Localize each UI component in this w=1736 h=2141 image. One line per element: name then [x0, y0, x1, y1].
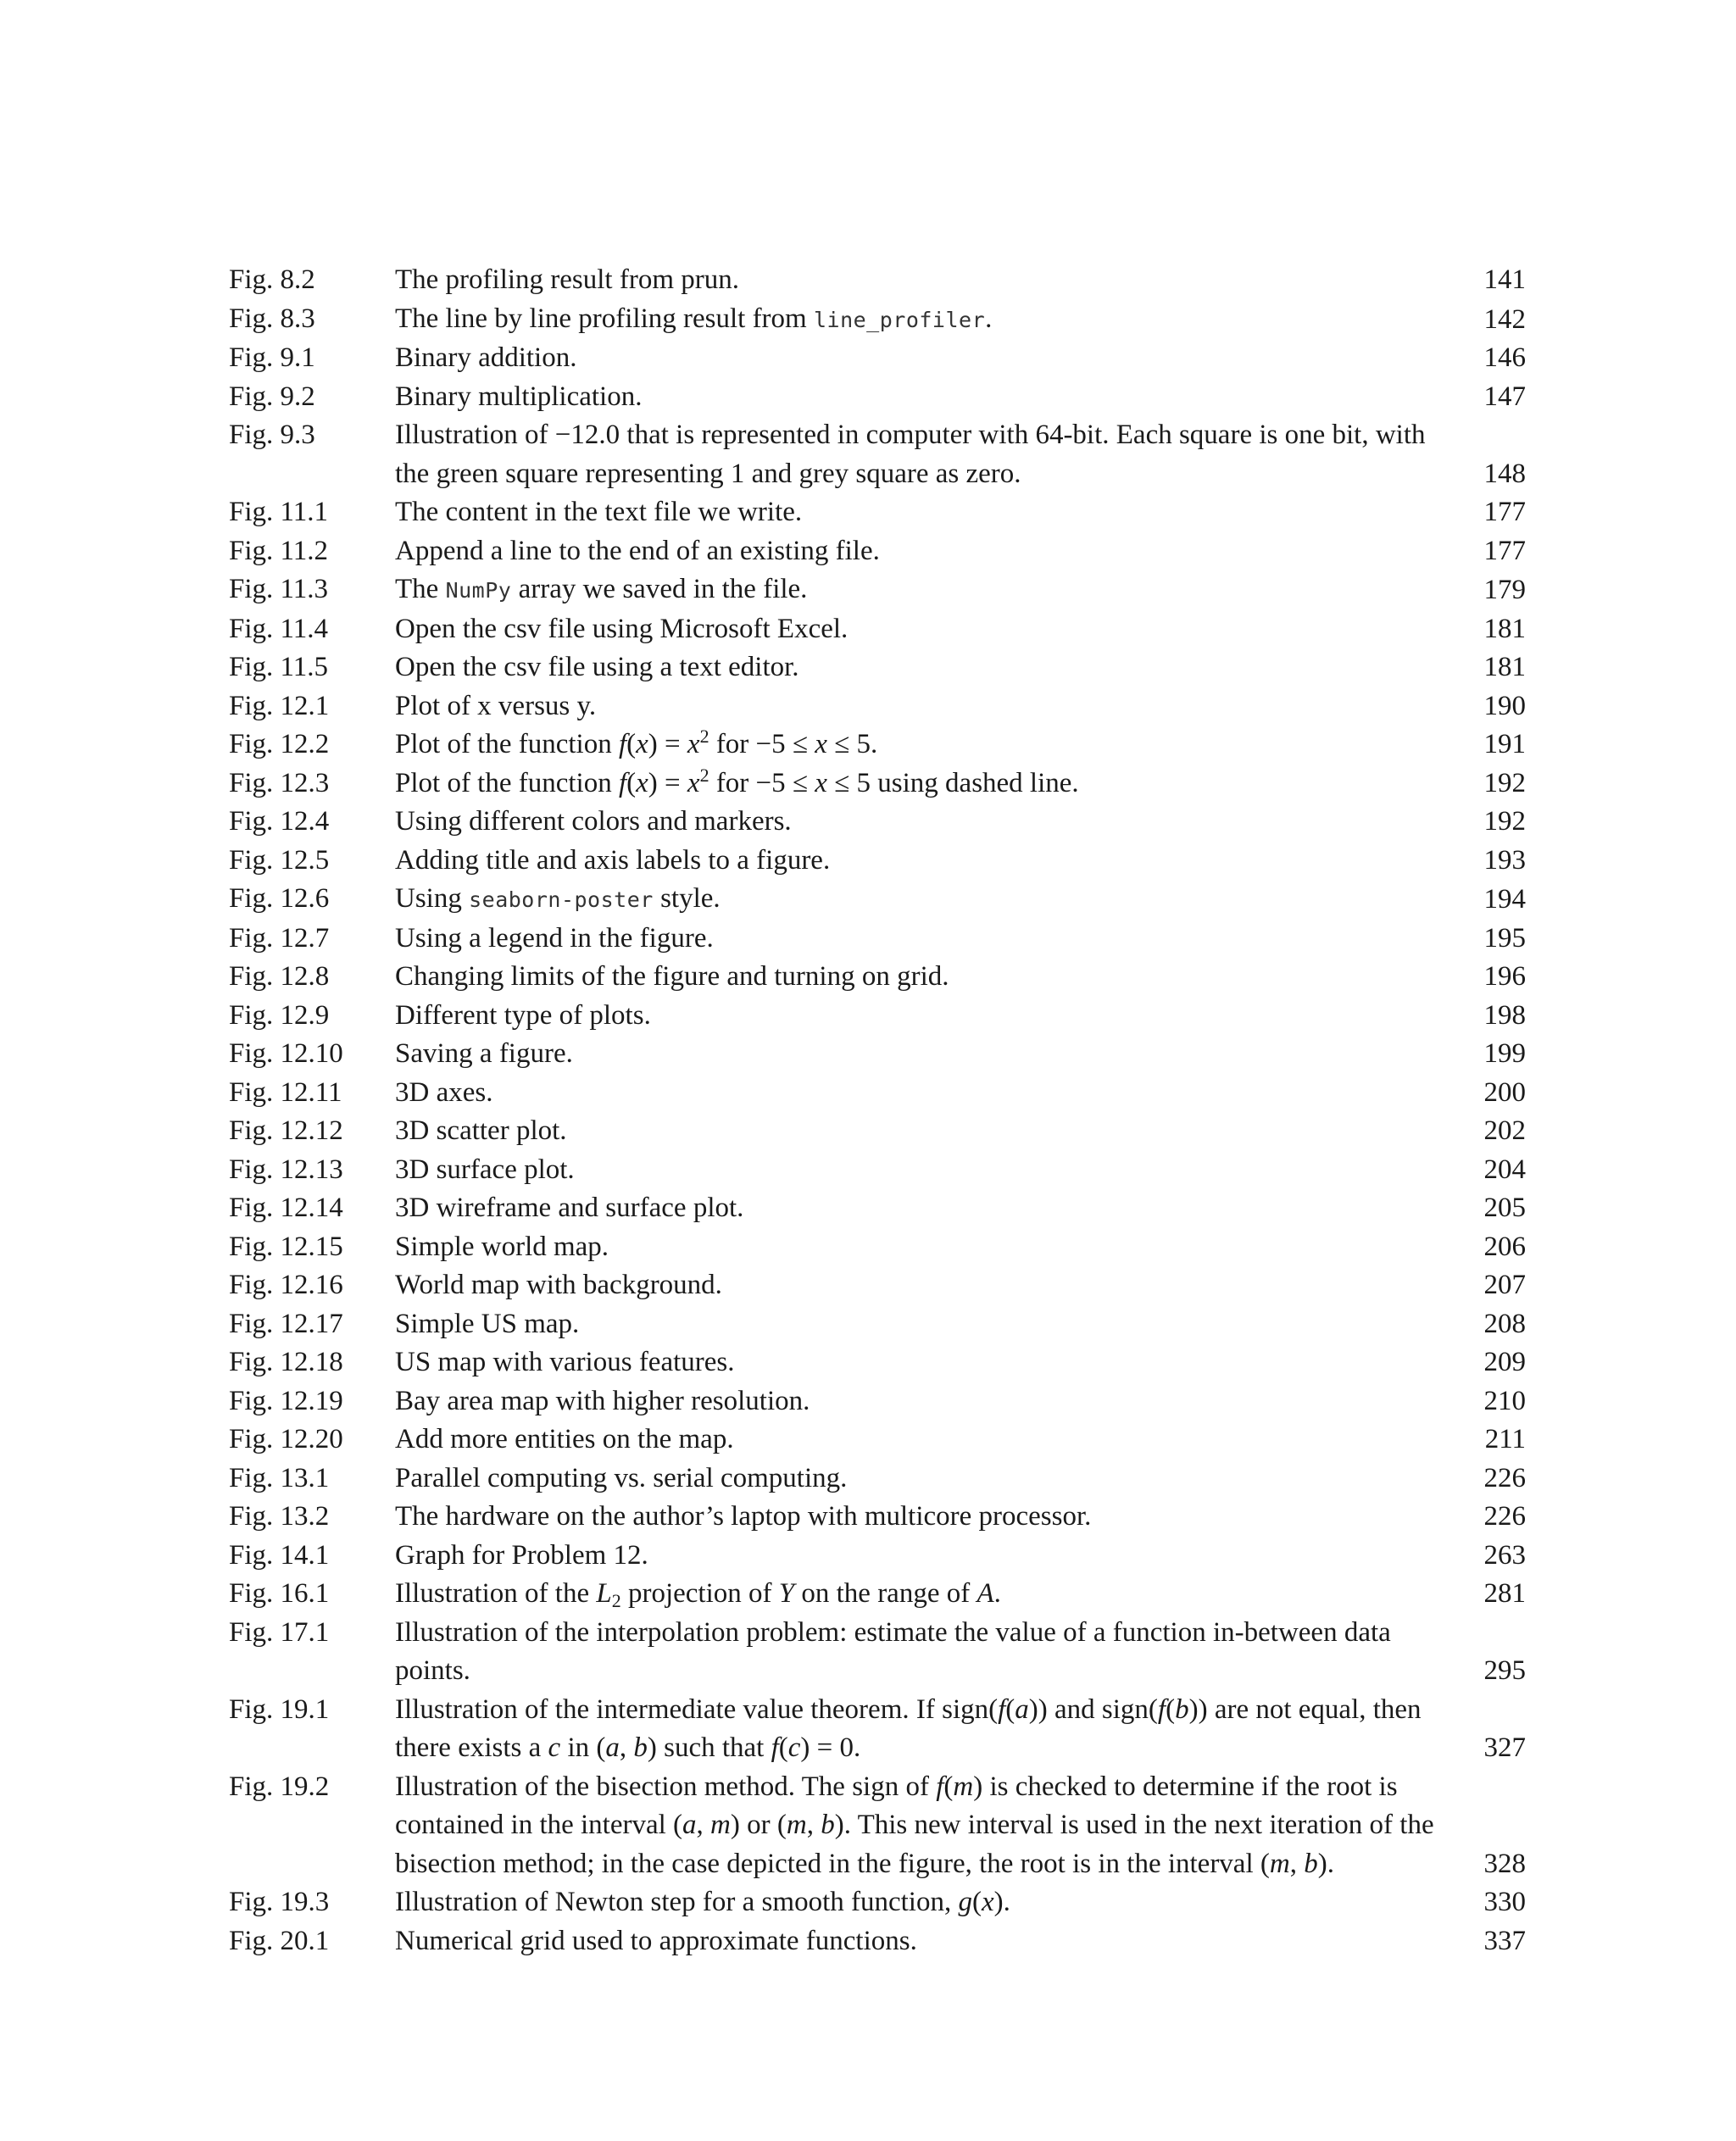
figure-entry — [229, 1343, 1526, 1382]
caption-text: for −5 ≤ — [709, 767, 815, 798]
caption-text: Illustration of the interpolation problem: estimate the value of a function in-between data points. — [395, 1616, 1391, 1686]
caption-text: Using — [395, 883, 470, 914]
math-variable: b — [821, 1810, 835, 1840]
figure-entry — [229, 1922, 1526, 1961]
figure-entry — [229, 1189, 1526, 1228]
caption-text: Using a legend in the figure. — [395, 922, 714, 954]
caption-text: Illustration of the bisection method. The sign of — [395, 1771, 937, 1802]
caption-text: Parallel computing vs. serial computing. — [395, 1462, 848, 1493]
page-number: 202 — [1483, 1115, 1526, 1146]
caption-text: ) such that — [647, 1732, 771, 1763]
caption-text: ) = — [648, 729, 687, 759]
math-variable: m — [786, 1810, 807, 1840]
math-variable: b — [1175, 1693, 1189, 1725]
figure-caption — [395, 765, 1475, 804]
math-variable: g — [958, 1887, 972, 1917]
caption-text: The content in the text file we write. — [395, 497, 803, 527]
figure-label: Fig. 12.9 — [229, 999, 330, 1031]
caption-text: Bay area map with higher resolution. — [395, 1385, 810, 1416]
page-number: 328 — [1483, 1848, 1526, 1879]
figure-caption — [395, 261, 1475, 300]
figure-label: Fig. 17.1 — [229, 1616, 330, 1648]
figure-entry — [229, 261, 1526, 300]
math-variable: Y — [778, 1578, 795, 1609]
figure-caption — [395, 1343, 1475, 1382]
figure-label: Fig. 9.1 — [229, 342, 315, 373]
page-number: 181 — [1483, 613, 1526, 644]
page-number: 142 — [1483, 303, 1526, 335]
page-number: 148 — [1483, 458, 1526, 489]
figure-entry — [229, 339, 1526, 378]
caption-text: Add more entities on the map. — [395, 1424, 734, 1454]
caption-text: Saving a figure. — [395, 1038, 573, 1069]
figure-label: Fig. 8.3 — [229, 303, 315, 334]
figure-entry — [229, 1691, 1526, 1768]
figure-caption — [395, 1575, 1475, 1614]
figure-entry — [229, 1305, 1526, 1344]
caption-text: ( — [1166, 1693, 1176, 1725]
caption-text: , — [619, 1732, 634, 1763]
caption-text: 3D surface plot. — [395, 1154, 575, 1185]
figure-caption — [395, 378, 1475, 417]
figure-entry — [229, 1112, 1526, 1151]
figure-caption — [395, 610, 1475, 649]
page-number: 191 — [1483, 729, 1526, 759]
figure-entry — [229, 648, 1526, 687]
figure-label: Fig. 14.1 — [229, 1539, 330, 1571]
math-variable: c — [787, 1732, 801, 1763]
caption-text: array we saved in the file. — [511, 574, 808, 604]
math-variable: m — [1269, 1848, 1290, 1879]
page-number: 193 — [1483, 844, 1526, 876]
figure-label: Fig. 8.2 — [229, 264, 315, 295]
caption-text: . — [993, 1578, 1001, 1609]
figure-label: Fig. 12.3 — [229, 767, 330, 798]
figure-entry — [229, 1151, 1526, 1190]
figure-caption — [395, 416, 1475, 493]
figure-label: Fig. 12.10 — [229, 1038, 343, 1069]
figure-entry — [229, 1460, 1526, 1499]
page-number: 327 — [1483, 1732, 1526, 1763]
caption-text: ) = 0. — [800, 1732, 861, 1763]
figure-caption — [395, 842, 1475, 881]
figure-label: Fig. 16.1 — [229, 1578, 330, 1609]
figure-entry — [229, 532, 1526, 571]
math-variable: A — [976, 1578, 994, 1609]
math-variable: f — [936, 1771, 944, 1802]
page-number: 190 — [1483, 690, 1526, 721]
figure-label: Fig. 19.1 — [229, 1693, 330, 1725]
figure-caption — [395, 1151, 1475, 1190]
math-variable: x — [815, 767, 827, 798]
code-text: seaborn-poster — [469, 887, 654, 912]
figure-caption — [395, 570, 1475, 610]
figure-entry — [229, 1768, 1526, 1884]
math-variable: x — [687, 767, 700, 798]
figure-caption — [395, 687, 1475, 726]
figure-caption — [395, 1460, 1475, 1499]
figure-entry — [229, 378, 1526, 417]
figure-label: Fig. 12.16 — [229, 1270, 343, 1300]
figure-caption — [395, 997, 1475, 1036]
math-variable: L — [596, 1578, 612, 1609]
figure-caption — [395, 1421, 1475, 1460]
figure-caption — [395, 532, 1475, 571]
caption-text: Illustration of the — [395, 1578, 597, 1609]
page-number: 211 — [1484, 1424, 1526, 1454]
caption-text: Binary addition. — [395, 342, 577, 373]
figure-entry — [229, 1074, 1526, 1113]
page-number: 199 — [1483, 1038, 1526, 1069]
figure-caption — [395, 1382, 1475, 1421]
figure-label: Fig. 12.20 — [229, 1424, 343, 1454]
caption-text: ≤ 5. — [826, 729, 878, 759]
figure-label: Fig. 12.8 — [229, 961, 330, 992]
page-number: 141 — [1483, 264, 1526, 295]
figure-label: Fig. 12.7 — [229, 922, 330, 954]
page-number: 206 — [1483, 1231, 1526, 1262]
figure-caption — [395, 803, 1475, 842]
caption-text: , — [696, 1810, 711, 1840]
figure-label: Fig. 12.18 — [229, 1347, 343, 1377]
figure-label: Fig. 12.15 — [229, 1231, 343, 1262]
caption-text: projection of — [620, 1578, 779, 1609]
figure-entry — [229, 1498, 1526, 1537]
figure-label: Fig. 12.17 — [229, 1308, 343, 1339]
math-superscript: 2 — [699, 726, 709, 747]
figure-caption — [395, 339, 1475, 378]
figure-caption — [395, 1537, 1475, 1576]
math-variable: x — [815, 729, 827, 759]
figure-caption — [395, 1614, 1475, 1691]
page-number: 208 — [1483, 1308, 1526, 1339]
caption-text: in ( — [560, 1732, 606, 1763]
page-number: 192 — [1483, 767, 1526, 798]
figure-entry — [229, 570, 1526, 610]
figure-entry — [229, 493, 1526, 532]
caption-text: The profiling result from prun. — [395, 264, 739, 295]
caption-text: ) = — [648, 767, 687, 798]
caption-text: Append a line to the end of an existing file. — [395, 535, 880, 566]
page-number: 226 — [1483, 1501, 1526, 1532]
math-variable: c — [548, 1732, 561, 1763]
figure-entry — [229, 1421, 1526, 1460]
figure-entry — [229, 1035, 1526, 1074]
figure-entry — [229, 1614, 1526, 1691]
page-number: 198 — [1483, 999, 1526, 1031]
page-number: 263 — [1483, 1539, 1526, 1571]
page-number: 196 — [1483, 961, 1526, 992]
figure-caption — [395, 1305, 1475, 1344]
math-variable: f — [771, 1732, 779, 1763]
caption-text: World map with background. — [395, 1270, 722, 1300]
page-number: 177 — [1483, 535, 1526, 566]
page-number: 146 — [1483, 342, 1526, 373]
figure-caption — [395, 1074, 1475, 1113]
figure-entry — [229, 765, 1526, 804]
caption-text: ( — [626, 767, 637, 798]
page-number: 209 — [1483, 1347, 1526, 1377]
page-number: 195 — [1483, 922, 1526, 954]
caption-text: Plot of the function — [395, 767, 619, 798]
math-variable: m — [953, 1771, 974, 1802]
page-number: 330 — [1483, 1887, 1526, 1917]
math-variable: a — [605, 1732, 620, 1763]
page-number: 181 — [1483, 652, 1526, 682]
page-number: 177 — [1483, 497, 1526, 527]
figure-caption — [395, 1035, 1475, 1074]
code-text: line_profiler — [813, 307, 986, 332]
caption-text: 3D wireframe and surface plot. — [395, 1193, 744, 1223]
figure-label: Fig. 12.2 — [229, 729, 330, 759]
figure-entry — [229, 1537, 1526, 1576]
figure-caption — [395, 1768, 1475, 1884]
caption-text: Illustration of the intermediate value theorem. If sign( — [395, 1693, 999, 1725]
list-of-figures — [229, 261, 1526, 1960]
caption-text: Open the csv file using Microsoft Excel. — [395, 613, 849, 644]
figure-caption — [395, 920, 1475, 959]
figure-label: Fig. 11.3 — [229, 574, 329, 604]
caption-text: )) are not equal, then there exists a — [395, 1693, 1422, 1763]
figure-label: Fig. 9.2 — [229, 381, 315, 412]
figure-entry — [229, 300, 1526, 340]
caption-text: style. — [653, 883, 721, 914]
caption-text: Illustration of −12.0 that is represented in computer with 64-bit. Each square is one bit, with the green square representing 1 and grey square as zero. — [395, 420, 1426, 489]
figure-label: Fig. 12.19 — [229, 1385, 343, 1416]
figure-label: Fig. 19.3 — [229, 1887, 330, 1917]
figure-caption — [395, 1266, 1475, 1305]
figure-caption — [395, 880, 1475, 920]
math-variable: m — [710, 1810, 731, 1840]
caption-text: US map with various features. — [395, 1347, 735, 1377]
caption-text: Illustration of Newton step for a smooth function, — [395, 1887, 959, 1917]
figure-entry — [229, 920, 1526, 959]
figure-label: Fig. 13.2 — [229, 1501, 330, 1532]
figure-caption — [395, 958, 1475, 997]
figure-label: Fig. 12.4 — [229, 806, 330, 837]
page-number: 205 — [1483, 1193, 1526, 1223]
math-variable: x — [636, 729, 648, 759]
page-number: 179 — [1483, 575, 1526, 605]
figure-caption — [395, 1883, 1475, 1922]
page-number: 210 — [1483, 1385, 1526, 1416]
figure-entry — [229, 1575, 1526, 1614]
page-number: 337 — [1483, 1925, 1526, 1956]
caption-text: Open the csv file using a text editor. — [395, 652, 799, 682]
figure-entry — [229, 416, 1526, 493]
figure-entry — [229, 1382, 1526, 1421]
caption-text: , — [1289, 1848, 1305, 1879]
caption-text: ) or ( — [730, 1810, 787, 1840]
figure-label: Fig. 12.14 — [229, 1193, 343, 1223]
caption-text: Numerical grid used to approximate functions. — [395, 1925, 917, 1956]
figure-label: Fig. 11.5 — [229, 652, 329, 682]
caption-text: Different type of plots. — [395, 999, 651, 1031]
caption-text: 3D axes. — [395, 1076, 493, 1108]
figure-label: Fig. 12.12 — [229, 1115, 343, 1146]
figure-entry — [229, 610, 1526, 649]
figure-label: Fig. 9.3 — [229, 420, 315, 450]
math-variable: x — [636, 767, 648, 798]
figure-entry — [229, 997, 1526, 1036]
figure-caption — [395, 1228, 1475, 1267]
figure-caption — [395, 300, 1475, 340]
caption-text: The line by line profiling result from — [395, 303, 814, 334]
figure-label: Fig. 12.6 — [229, 883, 330, 914]
caption-text: on the range of — [794, 1578, 977, 1609]
figure-caption — [395, 1922, 1475, 1961]
caption-text: , — [806, 1810, 821, 1840]
page-number: 200 — [1483, 1076, 1526, 1108]
figure-label: Fig. 20.1 — [229, 1925, 330, 1956]
code-text: NumPy — [445, 578, 512, 603]
figure-entry — [229, 687, 1526, 726]
page-number: 207 — [1483, 1270, 1526, 1300]
page-number: 281 — [1483, 1578, 1526, 1609]
caption-text: Using different colors and markers. — [395, 806, 792, 837]
caption-text: ) is checked to determine if the root is contained in the interval ( — [395, 1771, 1398, 1840]
figure-label: Fig. 19.2 — [229, 1771, 330, 1802]
caption-text: Adding title and axis labels to a figure. — [395, 844, 831, 876]
math-variable: x — [687, 729, 700, 759]
figure-entry — [229, 1883, 1526, 1922]
math-superscript: 2 — [699, 764, 709, 786]
figure-label: Fig. 13.1 — [229, 1462, 330, 1493]
caption-text: Changing limits of the figure and turning on grid. — [395, 961, 949, 992]
figure-caption — [395, 1112, 1475, 1151]
math-variable: f — [618, 729, 627, 759]
figure-label: Fig. 12.11 — [229, 1076, 342, 1108]
caption-text: Simple US map. — [395, 1308, 580, 1339]
math-variable: f — [618, 767, 627, 798]
figure-entry — [229, 726, 1526, 765]
math-variable: b — [633, 1732, 648, 1763]
page-number: 192 — [1483, 806, 1526, 837]
figure-caption — [395, 1498, 1475, 1537]
page-number: 194 — [1483, 884, 1526, 915]
figure-label: Fig. 12.5 — [229, 844, 330, 876]
page-number: 204 — [1483, 1154, 1526, 1185]
figure-label: Fig. 11.4 — [229, 613, 329, 644]
math-variable: f — [1157, 1693, 1166, 1725]
figure-entry — [229, 803, 1526, 842]
math-variable: f — [998, 1693, 1006, 1725]
page-number: 226 — [1483, 1462, 1526, 1493]
math-variable: x — [981, 1887, 994, 1917]
caption-text: Plot of the function — [395, 729, 619, 759]
figure-entry — [229, 1266, 1526, 1305]
math-variable: b — [1304, 1848, 1318, 1879]
math-subscript: 2 — [611, 1590, 621, 1611]
figure-label: Fig. 11.1 — [229, 497, 329, 527]
caption-text: Plot of x versus y. — [395, 690, 597, 721]
caption-text: The hardware on the author’s laptop with multicore processor. — [395, 1501, 1092, 1532]
page-number: 147 — [1483, 381, 1526, 412]
caption-text: ( — [1005, 1693, 1015, 1725]
caption-text: ( — [971, 1887, 982, 1917]
caption-text: ). — [993, 1887, 1010, 1917]
figure-label: Fig. 12.13 — [229, 1154, 343, 1185]
caption-text: ( — [778, 1732, 788, 1763]
figure-label: Fig. 12.1 — [229, 690, 330, 721]
caption-text: The — [395, 574, 446, 604]
caption-text: )) and sign( — [1028, 1693, 1158, 1725]
figure-caption — [395, 1189, 1475, 1228]
figure-caption — [395, 726, 1475, 765]
math-variable: a — [682, 1810, 697, 1840]
caption-text: ( — [943, 1771, 954, 1802]
caption-text: . — [985, 303, 993, 334]
page-number: 295 — [1483, 1655, 1526, 1686]
caption-text: Binary multiplication. — [395, 381, 643, 412]
figure-entry — [229, 842, 1526, 881]
figure-entry — [229, 1228, 1526, 1267]
figure-caption — [395, 493, 1475, 532]
caption-text: for −5 ≤ — [709, 729, 815, 759]
caption-text: ). — [1317, 1848, 1334, 1879]
figure-caption — [395, 1691, 1475, 1768]
caption-text: ≤ 5 using dashed line. — [826, 767, 1079, 798]
figure-entry — [229, 880, 1526, 920]
caption-text: 3D scatter plot. — [395, 1115, 567, 1146]
caption-text: ( — [626, 729, 637, 759]
figure-label: Fig. 11.2 — [229, 535, 329, 566]
caption-text: Simple world map. — [395, 1231, 609, 1262]
figure-entry — [229, 958, 1526, 997]
caption-text: Graph for Problem 12. — [395, 1539, 648, 1571]
math-variable: a — [1015, 1693, 1029, 1725]
caption-text: ). This new interval is used in the next iteration of the bisection method; in the case depicted in the figure, the root is in the interval ( — [395, 1810, 1434, 1879]
figure-caption — [395, 648, 1475, 687]
